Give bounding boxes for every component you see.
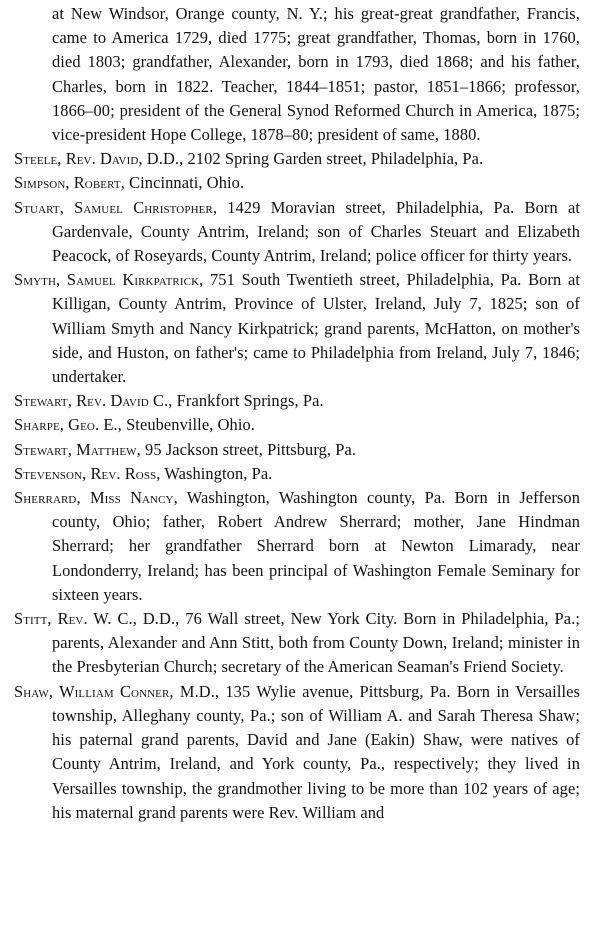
entry-continuation xyxy=(14,2,580,147)
entry-stewart-matthew xyxy=(14,438,580,462)
entry-stewart-david xyxy=(14,389,580,413)
entry-smyth xyxy=(14,268,580,389)
entry-name: Stewart, Rev. David C., xyxy=(14,391,173,411)
entry-name: Steele, Rev. David, D.D., xyxy=(14,149,184,169)
entry-body: 2102 Spring Garden street, Philadelphia, Pa. xyxy=(183,149,484,169)
entry-stuart xyxy=(14,196,580,269)
entry-shaw xyxy=(14,680,580,825)
entry-body: Frankfort Springs, Pa. xyxy=(172,391,324,411)
entry-body: at New Windsor, Orange county, N. Y.; his great-great grandfather, Francis, came to America 1729, died 1775; great grandfather, Thomas, born in 1760, died 1803; grandfather, Alexander, born in 1793, died 1868; and his father, Charles, born in 1822. Teacher, 1844–1851; pastor, 1851–1866; professor, 1866–00; president of the General Synod Reformed Church in America, 1875; vice-president Hope College, 1878–80; president of same, 1880. xyxy=(52,4,580,145)
entry-body: 1429 Moravian street, Philadelphia, Pa. Born at Gardenvale, County Antrim, Ireland; son of Charles Steuart and Elizabeth Peacock, of Roseyards, County Antrim, Ireland; police officer for thirty years. xyxy=(52,197,580,266)
entry-body: Washington, Pa. xyxy=(160,463,273,483)
entry-name: Shaw, William Conner, M.D., xyxy=(14,681,220,701)
entry-steele xyxy=(14,147,580,171)
entry-body: Cincinnati, Ohio. xyxy=(124,173,245,193)
entry-simpson xyxy=(14,171,580,195)
entry-stevenson xyxy=(14,462,580,486)
entry-name: Stuart, Samuel Christopher, xyxy=(14,197,218,217)
entry-name: Sherrard, Miss Nancy, xyxy=(14,488,178,508)
entry-name: Simpson, Robert, xyxy=(14,173,125,193)
entry-name: Smyth, Samuel Kirkpatrick, xyxy=(14,270,204,290)
entry-sharpe xyxy=(14,413,580,437)
entry-body: Washington, Washington county, Pa. Born in Jefferson county, Ohio; father, Robert Andrew Sherrard; mother, Jane Hindman Sherrard; her grandfather Sherrard born at Newton Limarady, near Londonderry, Ireland; has been principal of Washington Female Seminary for sixteen years. xyxy=(52,488,580,604)
entry-body: 76 Wall street, New York City. Born in Philadelphia, Pa.; parents, Alexander and Ann Stitt, both from County Down, Ireland; minister in the Presbyterian Church; secretary of the American Seaman's Friend Society. xyxy=(52,609,580,677)
entry-body: 95 Jackson street, Pittsburg, Pa. xyxy=(140,439,357,459)
entry-body: 751 South Twentieth street, Philadelphia, Pa. Born at Killigan, County Antrim, Province of Ulster, Ireland, July 7, 1825; son of William Smyth and Nancy Kirkpatrick; grand parents, McHatton, on mother's side, and Huston, on father's; came to Philadelphia from Ireland, July 7, 1846; undertaker. xyxy=(52,270,580,387)
entry-sherrard xyxy=(14,486,580,607)
entry-body: Steubenville, Ohio. xyxy=(121,415,255,435)
entry-name: Stevenson, Rev. Ross, xyxy=(14,463,161,483)
entry-name: Sharpe, Geo. E., xyxy=(14,415,122,435)
entry-name: Stewart, Matthew, xyxy=(14,439,141,459)
entry-body: 135 Wylie avenue, Pittsburg, Pa. Born in Versailles township, Alleghany county, Pa.; son of William A. and Sarah Theresa Shaw; his paternal grand parents, David and Jane (Eakin) Shaw, were natives of County Antrim, Ireland, and York county, Pa., respectively; they lived in Versailles township, the grandmother living to be more than 102 years of age; his maternal grand parents were Rev. William and xyxy=(52,681,580,822)
entry-stitt xyxy=(14,607,580,680)
entry-name: Stitt, Rev. W. C., D.D., xyxy=(14,609,180,629)
